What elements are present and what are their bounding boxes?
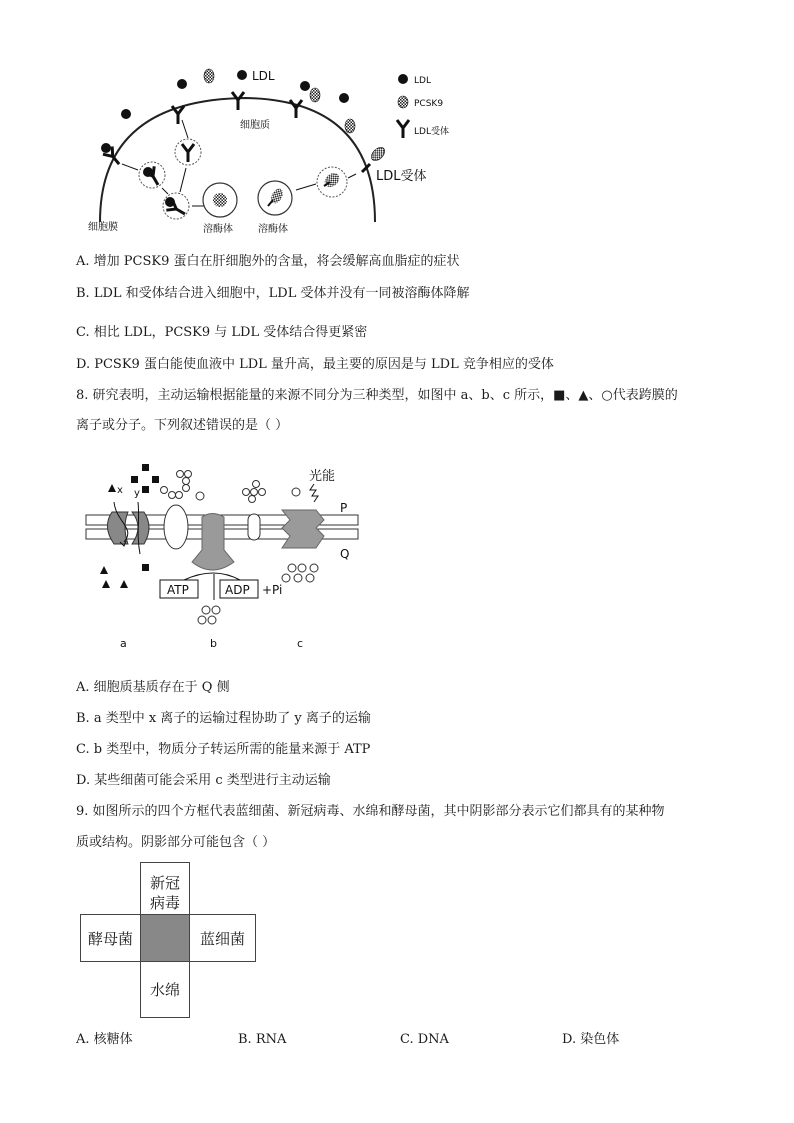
q9-option-c: C. DNA <box>400 1032 449 1047</box>
q9-stem: 质或结构。阴影部分可能包含（ ） <box>76 835 276 850</box>
svg-text:ADP: ADP <box>225 583 250 597</box>
q8-option-b: B. a 类型中 x 离子的运输过程协助了 y 离子的运输 <box>76 711 371 726</box>
ldl-particle <box>237 70 247 80</box>
ldl-top-label: LDL <box>252 69 275 83</box>
membrane-receptor <box>232 92 244 110</box>
box-left: 酵母菌 <box>80 914 140 962</box>
ldl-particle <box>300 81 310 91</box>
lysosome-label: 溶酶体 <box>258 224 288 235</box>
q8-stem: 8. 研究表明，主动运输根据能量的来源不同分为三种类型，如图中 a、b、c 所示，■、▲、○代表跨膜的 <box>76 388 678 403</box>
membrane-label: 细胞膜 <box>88 222 118 233</box>
ldl-pcsk9-figure <box>70 60 490 240</box>
svg-text:光能: 光能 <box>309 469 336 484</box>
svg-text:LDL受体: LDL受体 <box>414 127 449 137</box>
svg-text:x: x <box>117 485 123 496</box>
pcsk9-particle <box>345 119 355 133</box>
q8-option-c: C. b 类型中，物质分子转运所需的能量来源于 ATP <box>76 742 371 757</box>
q8-option-a: A. 细胞质基质存在于 Q 侧 <box>76 680 230 695</box>
membrane-receptor <box>290 100 302 118</box>
cross-box-figure <box>80 862 260 1018</box>
q9-option-a: A. 核糖体 <box>76 1032 133 1047</box>
lysosome-label: 溶酶体 <box>203 224 233 235</box>
legend-receptor-icon <box>397 120 409 138</box>
q7-option-d: D. PCSK9 蛋白能使血液中 LDL 量升高，最主要的原因是与 LDL 竞争相应的受体 <box>76 357 554 372</box>
cytoplasm-label: 细胞质 <box>240 120 270 131</box>
svg-text:+Pi: +Pi <box>262 583 283 597</box>
q9-option-d: D. 染色体 <box>562 1032 620 1047</box>
svg-text:P: P <box>340 501 348 515</box>
box-right: 蓝细菌 <box>190 914 256 962</box>
q8-stem: 离子或分子。下列叙述错误的是（ ） <box>76 418 289 433</box>
ldl-particle <box>121 109 131 119</box>
svg-text:y: y <box>134 488 140 499</box>
svg-text:ATP: ATP <box>167 583 189 597</box>
box-bottom: 水绵 <box>140 962 190 1018</box>
q9-stem: 9. 如图所示的四个方框代表蓝细菌、新冠病毒、水绵和酵母菌，其中阴影部分表示它们都具有的某种物 <box>76 804 665 819</box>
cell-membrane-arc <box>100 98 375 222</box>
q7-option-c: C. 相比 LDL，PCSK9 与 LDL 受体结合得更紧密 <box>76 325 368 340</box>
pcsk9-particle <box>310 88 320 102</box>
q9-option-b: B. RNA <box>238 1032 287 1047</box>
svg-text:a: a <box>120 637 127 650</box>
pcsk9-particle <box>204 69 214 83</box>
svg-text:b: b <box>210 637 217 650</box>
ldl-particle <box>177 79 187 89</box>
svg-text:LDL: LDL <box>414 76 431 86</box>
q7-option-b: B. LDL 和受体结合进入细胞中，LDL 受体并没有一同被溶酶体降解 <box>76 286 470 301</box>
q7-option-a: A. 增加 PCSK9 蛋白在肝细胞外的含量，将会缓解高血脂症的症状 <box>76 254 460 269</box>
svg-text:Q: Q <box>340 547 350 561</box>
ldl-particle <box>339 93 349 103</box>
legend-pcsk9-icon <box>398 96 408 108</box>
shaded-region <box>140 914 190 962</box>
svg-text:c: c <box>297 637 304 650</box>
legend-ldl-icon <box>398 74 408 84</box>
ldl-receptor-label: LDL受体 <box>376 169 427 184</box>
svg-text:PCSK9: PCSK9 <box>414 99 444 109</box>
q8-option-d: D. 某些细菌可能会采用 c 类型进行主动运输 <box>76 773 331 788</box>
active-transport-figure <box>84 462 374 652</box>
box-top: 新冠 病毒 <box>140 862 190 914</box>
